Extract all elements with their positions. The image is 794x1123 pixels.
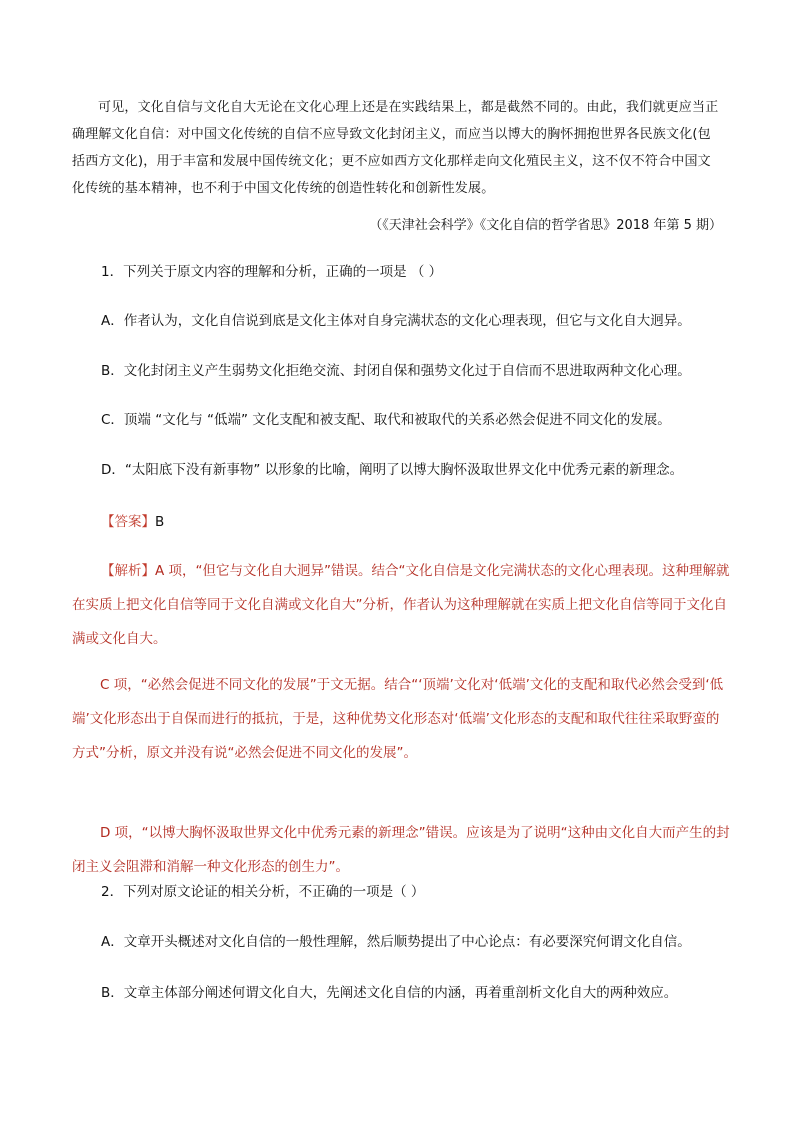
- question-1-option-a: A．作者认为，文化自信说到底是文化主体对自身完满状态的文化心理表现，但它与文化自大迥异。: [101, 313, 691, 329]
- analysis-c: C 项，“必然会促进不同文化的发展”于文无据。结合“‘顶端’文化对‘低端’文化的支配和取代必然会受到‘低端’文化形态出于自保而进行的抵抗，于是，这种优势文化形态对‘低端’文化形态的支配和取代往往采取野蛮的方式”分析，原文并没有说“必然会促进不同文化的发展”。: [72, 677, 724, 761]
- analysis-a-text: A 项，“但它与文化自大迥异”错误。结合“文化自信是文化完满状态的文化心理表现。这种理解就在实质上把文化自信等同于文化自满或文化自大”分析，作者认为这种理解就在实质上把文化自信等同于文化自满或文化自大。: [72, 563, 730, 647]
- analysis-d: D 项，“以博大胸怀汲取世界文化中优秀元素的新理念”错误。应该是为了说明“这种由文化自大而产生的封闭主义会阻滞和消解一种文化形态的创生力”。: [72, 825, 730, 875]
- answer-label: 【答案】: [101, 514, 155, 530]
- answer-line: [101, 510, 164, 530]
- analysis-a: [72, 554, 732, 656]
- question-2-option-a: A．文章开头概述对文化自信的一般性理解，然后顺势提出了中心论点：有必要深究何谓文化自信。: [101, 934, 691, 950]
- answer-value: B: [155, 514, 165, 530]
- question-1-option-c: C．顶端 “文化与 “低端” 文化支配和被支配、取代和被取代的关系必然会促进不同文化的发展。: [101, 412, 671, 428]
- question-2-stem: 2．下列对原文论证的相关分析，不正确的一项是（ ）: [101, 884, 425, 900]
- passage-source: （《天津社会科学》《文化自信的哲学省思》2018 年第 5 期）: [369, 218, 722, 233]
- question-1-option-b: B．文化封闭主义产生弱势文化拒绝交流、封闭自保和强势文化过于自信而不思进取两种文化心理。: [101, 363, 691, 379]
- question-1-option-d: D．“太阳底下没有新事物” 以形象的比喻，阐明了以博大胸怀汲取世界文化中优秀元素的新理念。: [101, 462, 684, 478]
- passage-paragraph: 可见，文化自信与文化自大无论在文化心理上还是在实践结果上，都是截然不同的。由此，我们就更应当正确理解文化自信：对中国文化传统的自信不应导致文化封闭主义，而应当以博大的胸怀拥抱世界各民族文化(包括西方文化)，用于丰富和发展中国传统文化；更不应如西方文化那样走向文化殖民主义，这不仅不符合中国文化传统的基本精神，也不利于中国文化传统的创造性转化和创新性发展。: [72, 100, 719, 196]
- question-2-option-b: B．文章主体部分阐述何谓文化自大，先阐述文化自信的内涵，再着重剖析文化自大的两种效应。: [101, 985, 678, 1001]
- analysis-label: 【解析】: [101, 563, 155, 579]
- question-1-stem: 1．下列关于原文内容的理解和分析，正确的一项是 （ ）: [101, 264, 443, 280]
